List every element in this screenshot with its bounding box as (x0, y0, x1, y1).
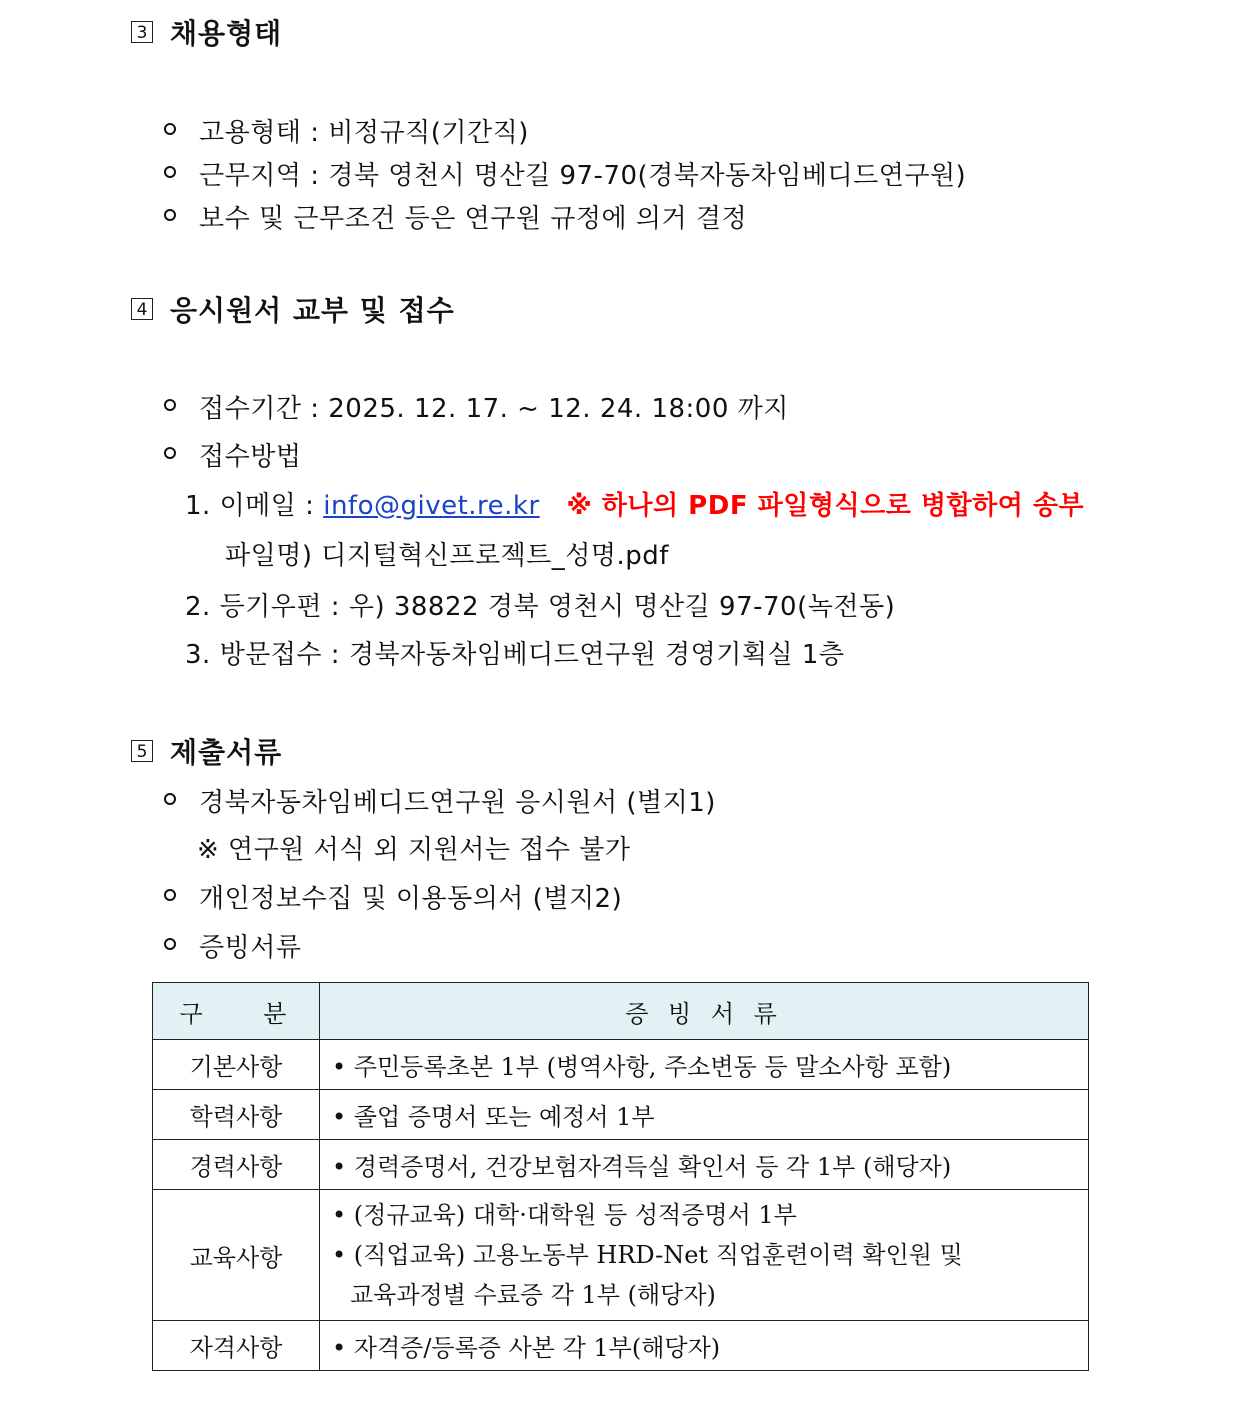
bullet-icon (164, 889, 176, 901)
row-documents: • 졸업 증명서 또는 예정서 1부 (320, 1090, 1089, 1140)
table-row (153, 1190, 1089, 1321)
documents-table (152, 982, 1089, 1371)
bullet-icon (164, 447, 176, 459)
application-form: 경북자동차임베디드연구원 응시원서 (별지1) (199, 788, 716, 818)
bullet-icon (164, 399, 176, 411)
bullet-icon (164, 123, 176, 135)
section5-number: 5 (131, 740, 153, 762)
bullet-icon (164, 938, 176, 950)
bullet-icon (164, 166, 176, 178)
bullet-icon (164, 209, 176, 221)
row-category: 경력사항 (153, 1140, 320, 1190)
employment-type: 고용형태 : 비정규직(기간직) (199, 118, 529, 148)
table-header-row (153, 983, 1089, 1040)
supporting-docs: 증빙서류 (199, 933, 302, 963)
header-category: 구 분 (153, 983, 320, 1040)
work-location: 근무지역 : 경북 영천시 명산길 97-70(경북자동차임베디드연구원) (199, 161, 967, 191)
section4-number: 4 (131, 298, 153, 320)
pay-conditions: 보수 및 근무조건 등은 연구원 규정에 의거 결정 (199, 204, 748, 234)
application-period: 접수기간 : 2025. 12. 17. ~ 12. 24. 18:00 까지 (199, 394, 789, 424)
row-documents: • 경력증명서, 건강보험자격득실 확인서 등 각 1부 (해당자) (320, 1140, 1089, 1190)
row-category: 자격사항 (153, 1321, 320, 1371)
visit-submission: 3. 방문접수 : 경북자동차임베디드연구원 경영기획실 1층 (185, 640, 845, 670)
registered-mail: 2. 등기우편 : 우) 38822 경북 영천시 명산길 97-70(녹전동) (185, 592, 896, 622)
pdf-notice: ※ 하나의 PDF 파일형식으로 병합하여 송부 (566, 491, 1085, 521)
row-category: 기본사항 (153, 1040, 320, 1090)
email-label: 1. 이메일 : (185, 491, 315, 521)
education-vocational: • (직업교육) 고용노동부 HRD-Net 직업훈련이력 확인원 및 (332, 1241, 963, 1269)
row-documents: • 자격증/등록증 사본 각 1부(해당자) (320, 1321, 1089, 1371)
table-row (153, 1040, 1089, 1090)
bullet-icon (164, 793, 176, 805)
section3-title: 채용형태 (170, 17, 283, 50)
filename-format: 파일명) 디지털혁신프로젝트_성명.pdf (225, 541, 669, 571)
form-notice: ※ 연구원 서식 외 지원서는 접수 불가 (197, 835, 631, 865)
email-link[interactable]: info@givet.re.kr (323, 491, 540, 521)
table-row (153, 1140, 1089, 1190)
section3-number: 3 (131, 21, 153, 43)
row-category: 학력사항 (153, 1090, 320, 1140)
table-row (153, 1090, 1089, 1140)
table-row (153, 1321, 1089, 1371)
row-documents: • 주민등록초본 1부 (병역사항, 주소변동 등 말소사항 포함) (320, 1040, 1089, 1090)
section5-title: 제출서류 (170, 736, 283, 769)
privacy-consent: 개인정보수집 및 이용동의서 (별지2) (199, 884, 623, 914)
education-vocational-cont: 교육과정별 수료증 각 1부 (해당자) (350, 1281, 716, 1309)
row-category: 교육사항 (153, 1190, 320, 1321)
row-documents (320, 1190, 1089, 1321)
email-method (185, 485, 1084, 522)
education-regular: • (정규교육) 대학·대학원 등 성적증명서 1부 (332, 1201, 797, 1229)
section4-title: 응시원서 교부 및 접수 (170, 294, 455, 327)
application-method: 접수방법 (199, 442, 302, 472)
header-documents: 증 빙 서 류 (320, 983, 1089, 1040)
